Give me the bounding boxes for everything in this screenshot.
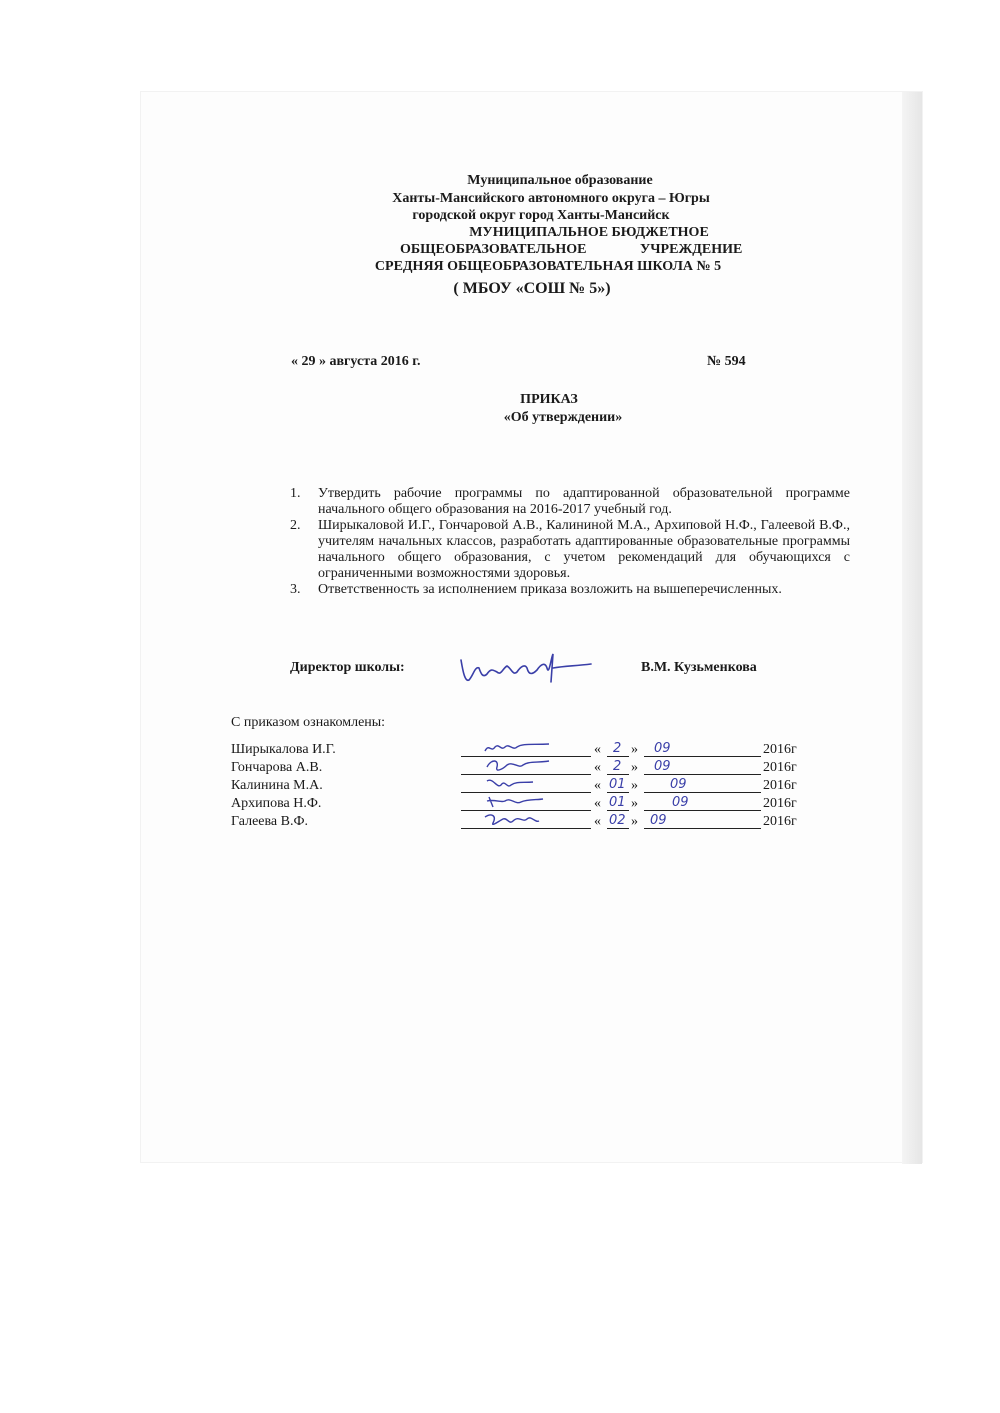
order-number: № 594 [707,354,746,369]
order-item [290,486,850,518]
day-value: 02 [609,813,626,828]
close-quote: » [631,760,638,775]
year: 2016г [763,742,797,757]
order-title: ПРИКАЗ [520,392,578,407]
teacher-name: Калинина М.А. [231,778,323,793]
director-signature [455,642,595,687]
teacher-name: Галеева В.Ф. [231,814,309,829]
order-date: « 29 » августа 2016 г. [291,354,421,369]
signature-line [461,813,591,829]
month-line [644,759,761,775]
day-value: 01 [609,777,626,792]
header-municipality: Муниципальное образование [467,173,653,188]
open-quote: « [594,814,601,829]
teacher-name: Архипова Н.Ф. [231,796,322,811]
day-line [607,741,629,757]
header-okrug: Ханты-Мансийского автономного округа – Югры [392,191,710,206]
teacher-name: Гончарова А.В. [231,760,323,775]
month-value: 09 [670,777,687,792]
day-value: 2 [613,759,622,774]
teacher-signature [483,739,553,755]
month-line [644,777,761,793]
director-role: Директор школы: [290,660,405,675]
month-value: 09 [672,795,689,810]
header-institution: УЧРЕЖДЕНИЕ [640,242,743,257]
item-number: 2. [290,518,301,533]
header-general-ed: ОБЩЕОБРАЗОВАТЕЛЬНОЕ [400,242,587,257]
teacher-signature [483,757,553,773]
item-text: Утвердить рабочие программы по адаптированной образовательной программе начального общего образования на 2016-2017 учебный год. [318,486,850,517]
signature-line [461,795,591,811]
order-items [290,486,850,598]
month-value: 09 [654,759,671,774]
header-abbreviation: ( МБОУ «СОШ № 5») [453,280,611,297]
teacher-signature [483,793,553,809]
open-quote: « [594,760,601,775]
open-quote: « [594,796,601,811]
day-line [607,795,629,811]
day-value: 2 [613,741,622,756]
day-line [607,777,629,793]
item-text: Ширыкаловой И.Г., Гончаровой А.В., Калининой М.А., Архиповой Н.Ф., Галеевой В.Ф., учителям начальных классов, разработать адаптированные образовательные программы начального общего образования, с учетом рекомендаций для обучающихся с ограниченными возможностями здоровья. [318,518,850,581]
item-number: 1. [290,486,301,501]
open-quote: « [594,778,601,793]
teacher-signature [483,775,553,791]
month-line [644,741,761,757]
year: 2016г [763,814,797,829]
close-quote: » [631,814,638,829]
item-text: Ответственность за исполнением приказа возложить на вышеперечисленных. [318,582,782,597]
signature-line [461,741,591,757]
day-line [607,813,629,829]
day-line [607,759,629,775]
month-line [644,813,761,829]
acknowledgement-row [231,813,797,831]
teacher-signature [483,811,553,827]
signature-line [461,759,591,775]
order-item [290,582,850,598]
teacher-name: Ширыкалова И.Г. [231,742,336,757]
month-value: 09 [654,741,671,756]
director-name: В.М. Кузьменкова [641,660,757,675]
month-line [644,795,761,811]
order-subtitle: «Об утверждении» [503,410,623,425]
header-school-name: СРЕДНЯЯ ОБЩЕОБРАЗОВАТЕЛЬНАЯ ШКОЛА № 5 [374,259,722,274]
year: 2016г [763,760,797,775]
year: 2016г [763,796,797,811]
open-quote: « [594,742,601,757]
acknowledgement-heading: С приказом ознакомлены: [231,715,386,730]
month-value: 09 [650,813,667,828]
signature-line [461,777,591,793]
close-quote: » [631,742,638,757]
order-item [290,518,850,582]
header-budget: МУНИЦИПАЛЬНОЕ БЮДЖЕТНОЕ [469,225,709,240]
year: 2016г [763,778,797,793]
scan-edge-shadow [902,92,922,1164]
item-number: 3. [290,582,301,597]
close-quote: » [631,796,638,811]
day-value: 01 [609,795,626,810]
close-quote: » [631,778,638,793]
header-city: городской округ город Ханты-Мансийск [412,208,670,223]
